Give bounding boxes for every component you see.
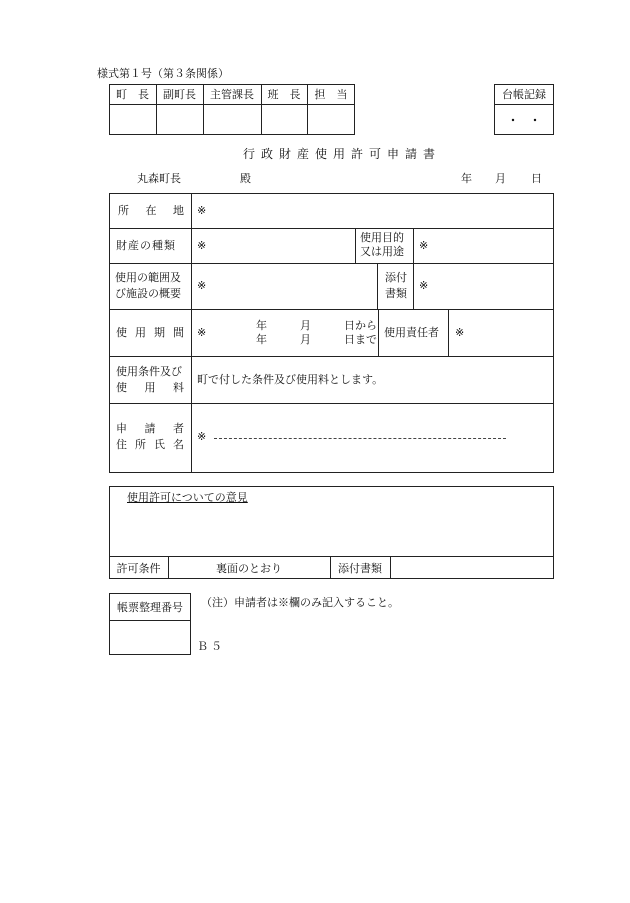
note-text: （注）申請者は※欄のみ記入すること。 — [201, 596, 399, 609]
location-input-area[interactable] — [215, 195, 551, 226]
ledger-record-value: ・ ・ — [507, 113, 541, 127]
attachments-input-area[interactable] — [436, 265, 551, 307]
approval-header-mayor: 町 長 — [116, 88, 149, 101]
attachments-label-line1: 添付 — [385, 271, 407, 284]
period-label: 使 用 期 間 — [116, 326, 184, 339]
opinion-attachments-input[interactable] — [391, 557, 551, 578]
conditions-label-line2: 使 用 料 — [116, 381, 184, 394]
opinion-attachments-label: 添付書類 — [338, 561, 382, 575]
permit-conditions-value: 裏面のとおり — [216, 561, 282, 575]
property-type-input-area[interactable] — [215, 230, 353, 261]
approval-header-team-leader: 班 長 — [267, 88, 301, 101]
approval-header-section-chief: 主管課長 — [210, 88, 254, 101]
responsible-input-area[interactable] — [472, 311, 551, 354]
ledger-number-label: 帳票整理番号 — [117, 600, 183, 614]
period-from: 年 月 日から — [256, 319, 377, 332]
applicant-mark: ※ — [197, 430, 207, 443]
responsible-mark: ※ — [455, 326, 465, 339]
permit-conditions-label: 許可条件 — [116, 561, 161, 575]
scope-mark: ※ — [197, 279, 207, 292]
applicant-label-line1: 申 請 者 — [116, 422, 184, 435]
form-title: 行政財産使用許可申請書 — [243, 147, 442, 161]
applicant-input-area[interactable] — [215, 405, 551, 471]
approval-header-vice-mayor: 副町長 — [163, 88, 196, 101]
approval-header-staff: 担 当 — [314, 88, 348, 101]
property-type-mark: ※ — [197, 239, 207, 252]
purpose-label-line1: 使用目的 — [360, 231, 404, 244]
purpose-input-area[interactable] — [436, 230, 551, 261]
addressee-name: 丸森町長 — [137, 172, 181, 185]
date-year-label: 年 — [461, 172, 472, 185]
period-input-area[interactable] — [215, 311, 376, 354]
location-label: 所 在 地 — [118, 204, 184, 217]
scope-label-line2: び施設の概要 — [115, 287, 181, 300]
form-number: 様式第１号（第３条関係） — [97, 67, 229, 80]
purpose-label-line2: 又は用途 — [360, 245, 404, 258]
addressee-honorific: 殿 — [240, 172, 251, 185]
location-mark: ※ — [197, 204, 207, 217]
attachments-mark: ※ — [419, 279, 429, 292]
scope-input-area[interactable] — [215, 265, 375, 307]
opinion-title: 使用許可についての意見 — [127, 491, 248, 504]
conditions-label-line1: 使用条件及び — [116, 365, 182, 378]
conditions-text: 町で付した条件及び使用料とします。 — [197, 373, 384, 386]
date-month-label: 月 — [495, 172, 506, 185]
attachments-label-line2: 書類 — [385, 287, 407, 300]
responsible-label: 使用責任者 — [384, 326, 439, 339]
ledger-number-input[interactable] — [111, 622, 189, 653]
period-to: 年 月 日まで — [256, 333, 377, 346]
period-mark: ※ — [197, 326, 207, 339]
scope-label-line1: 使用の範囲及 — [115, 271, 181, 284]
date-day-label: 日 — [531, 172, 542, 185]
property-type-label: 財産の種類 — [116, 239, 176, 252]
applicant-label-line2: 住 所 氏 名 — [116, 438, 184, 451]
purpose-mark: ※ — [419, 239, 429, 252]
opinion-input-area[interactable] — [112, 508, 551, 554]
ledger-record-header: 台帳記録 — [502, 88, 546, 101]
paper-size: Ｂ５ — [197, 640, 225, 653]
